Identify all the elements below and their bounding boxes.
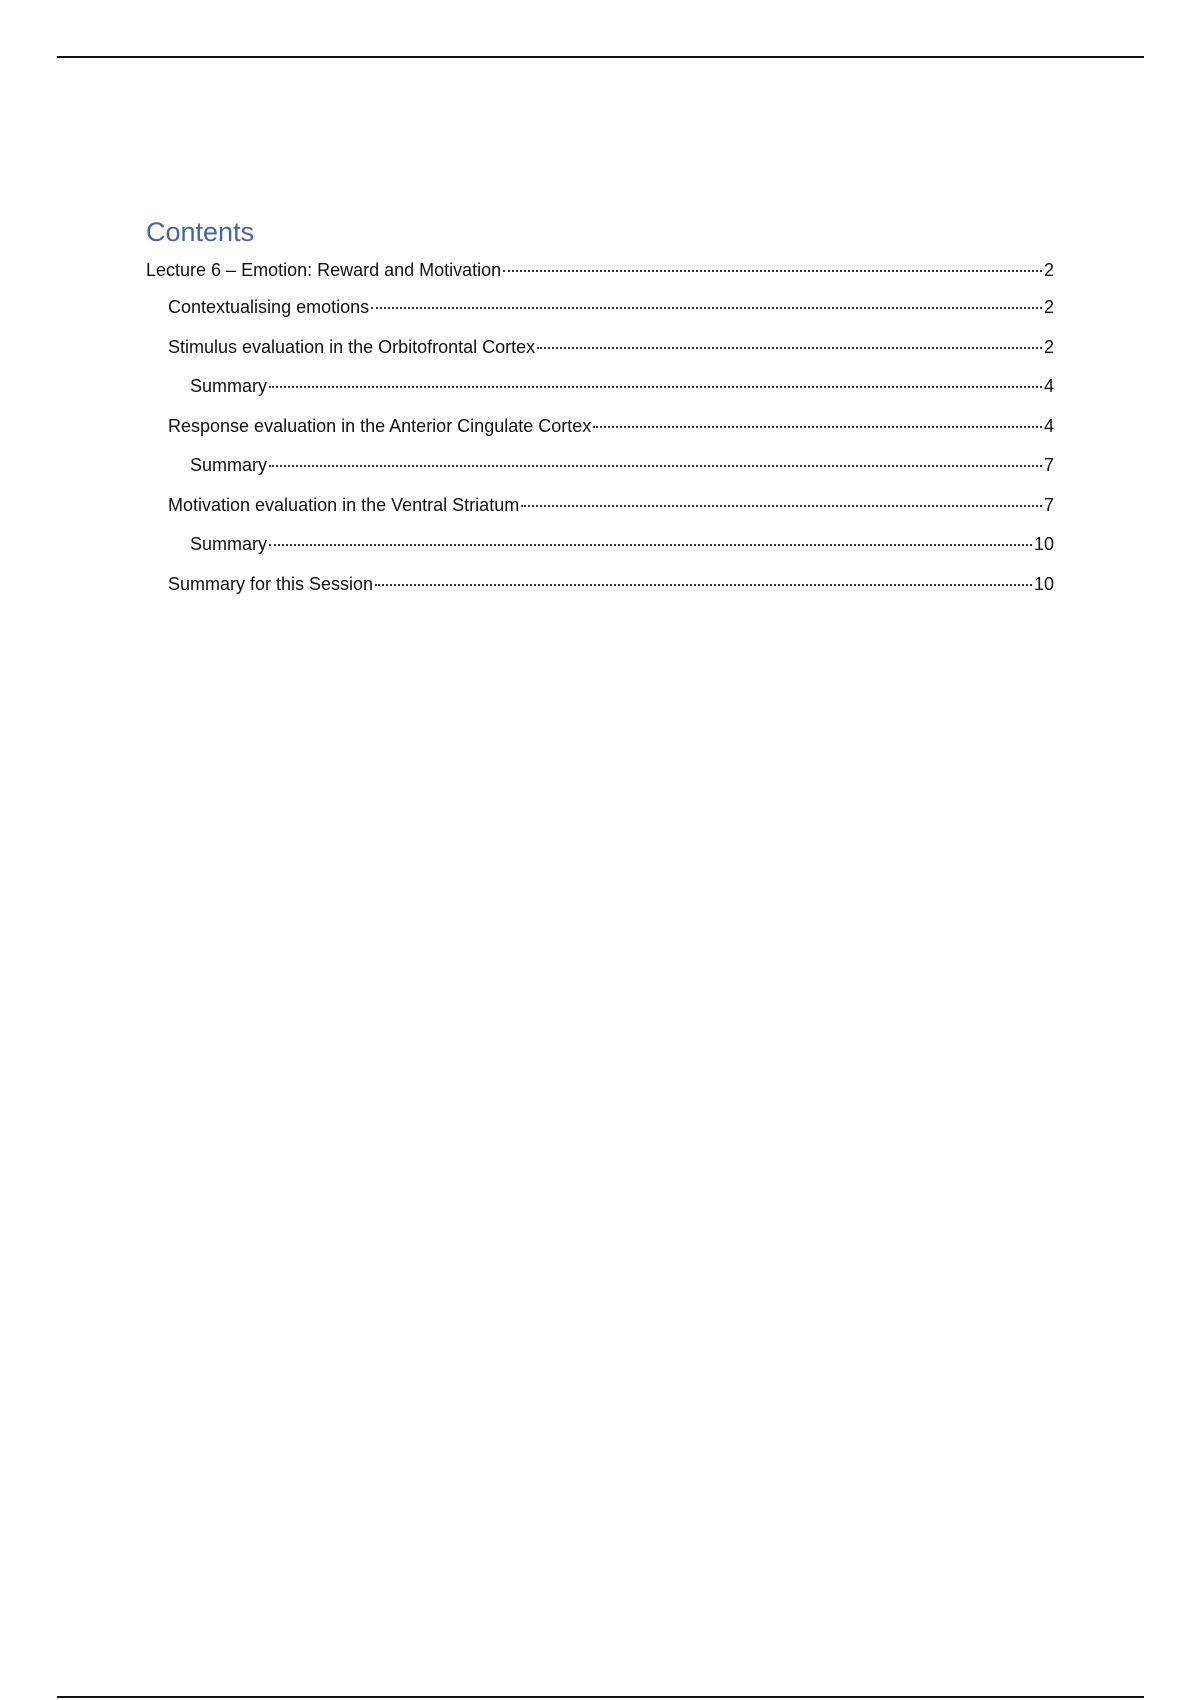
toc-dot-leader [503, 270, 1042, 272]
toc-entry-page: 4 [1043, 415, 1054, 436]
toc-entry-label: Summary [190, 455, 268, 475]
toc-entry-page: 10 [1033, 534, 1054, 554]
toc-entry-label: Summary [190, 534, 268, 554]
toc-entry[interactable] [146, 295, 1054, 335]
toc-entry-page: 10 [1033, 573, 1054, 594]
toc-entry[interactable] [146, 335, 1054, 375]
toc-dot-leader [593, 426, 1042, 428]
toc-entry-page: 7 [1043, 455, 1054, 475]
toc-dot-leader [269, 465, 1042, 467]
toc-entry[interactable] [146, 258, 1054, 295]
toc-entry-label: Stimulus evaluation in the Orbitofrontal Cortex [168, 336, 536, 357]
toc-entry[interactable] [146, 572, 1054, 612]
toc-list [146, 258, 1054, 611]
toc-dot-leader [269, 386, 1042, 388]
toc-entry-label: Motivation evaluation in the Ventral Striatum [168, 494, 520, 515]
toc-entry-page: 2 [1043, 297, 1054, 317]
toc-entry-label: Summary [190, 376, 268, 396]
toc-dot-leader [521, 505, 1042, 507]
toc-entry[interactable] [146, 493, 1054, 533]
toc-heading: Contents [146, 217, 255, 247]
toc-entry[interactable] [146, 374, 1054, 414]
table-of-contents [146, 212, 1054, 611]
toc-entry-page: 2 [1043, 260, 1054, 280]
toc-dot-leader [269, 544, 1032, 546]
toc-entry-page: 4 [1043, 376, 1054, 396]
toc-entry-label: Lecture 6 – Emotion: Reward and Motivation [146, 260, 502, 280]
toc-entry-label: Contextualising emotions [168, 297, 370, 317]
toc-dot-leader [537, 347, 1042, 349]
toc-entry-label: Summary for this Session [168, 573, 374, 594]
toc-dot-leader [375, 584, 1032, 586]
toc-dot-leader [371, 307, 1042, 309]
toc-entry[interactable] [146, 453, 1054, 493]
toc-entry-page: 7 [1043, 494, 1054, 515]
header-rule [57, 56, 1144, 58]
toc-entry[interactable] [146, 532, 1054, 572]
toc-entry-page: 2 [1043, 336, 1054, 357]
toc-entry-label: Response evaluation in the Anterior Cingulate Cortex [168, 415, 592, 436]
toc-entry[interactable] [146, 414, 1054, 454]
footer-rule [57, 1696, 1144, 1698]
